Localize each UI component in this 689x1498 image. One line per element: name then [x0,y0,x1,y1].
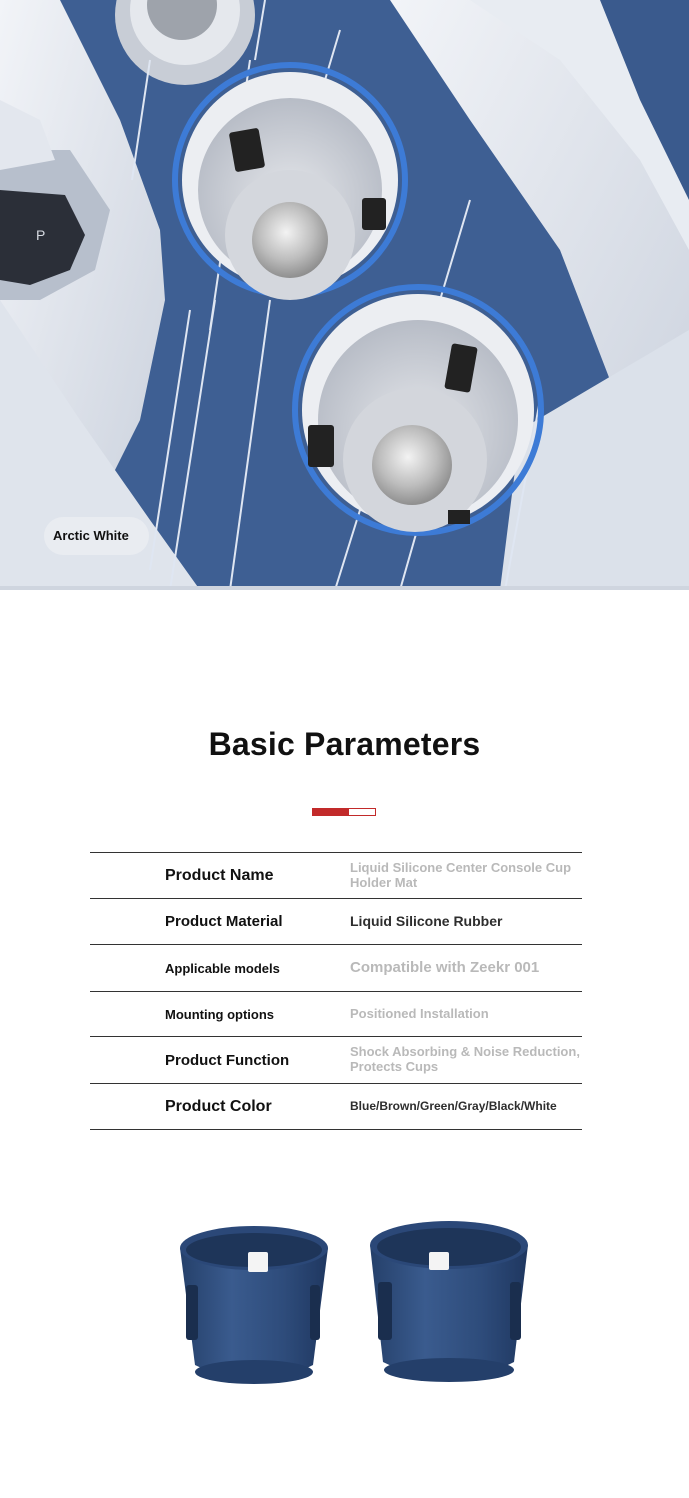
param-label: Product Name [165,866,274,884]
cup-mat-left [180,1226,328,1384]
param-label: Mounting options [165,1006,275,1022]
table-row [90,899,582,945]
cup-holder-mats-illustration [0,1190,689,1420]
cup-mat-right [370,1221,528,1382]
hero-image [0,0,689,590]
table-row [90,945,582,992]
param-value: Liquid Silicone Rubber [350,913,503,930]
gear-p-label: P [36,227,46,243]
table-row [90,992,582,1037]
color-variant-label: Arctic White [44,517,149,555]
param-value: Positioned Installation [350,1005,489,1021]
param-value: Compatible with Zeekr 001 [350,959,540,977]
param-value: Shock Absorbing & Noise Reduction, Protects Cups [350,1044,580,1074]
param-label: Product Function [165,1051,290,1069]
parameters-table [90,852,582,1130]
param-label: Product Material [165,913,283,930]
title-accent-bar [312,808,376,816]
table-row [90,1084,582,1130]
product-images [0,1190,689,1420]
param-value: Blue/Brown/Green/Gray/Black/White [350,1098,557,1113]
section-title: Basic Parameters [208,726,481,762]
param-label: Applicable models [165,960,280,976]
table-row [90,853,582,899]
table-row [90,1037,582,1084]
param-value: Liquid Silicone Center Console Cup Holder Mat [350,859,572,890]
param-label: Product Color [165,1097,272,1115]
console-illustration [0,0,689,590]
